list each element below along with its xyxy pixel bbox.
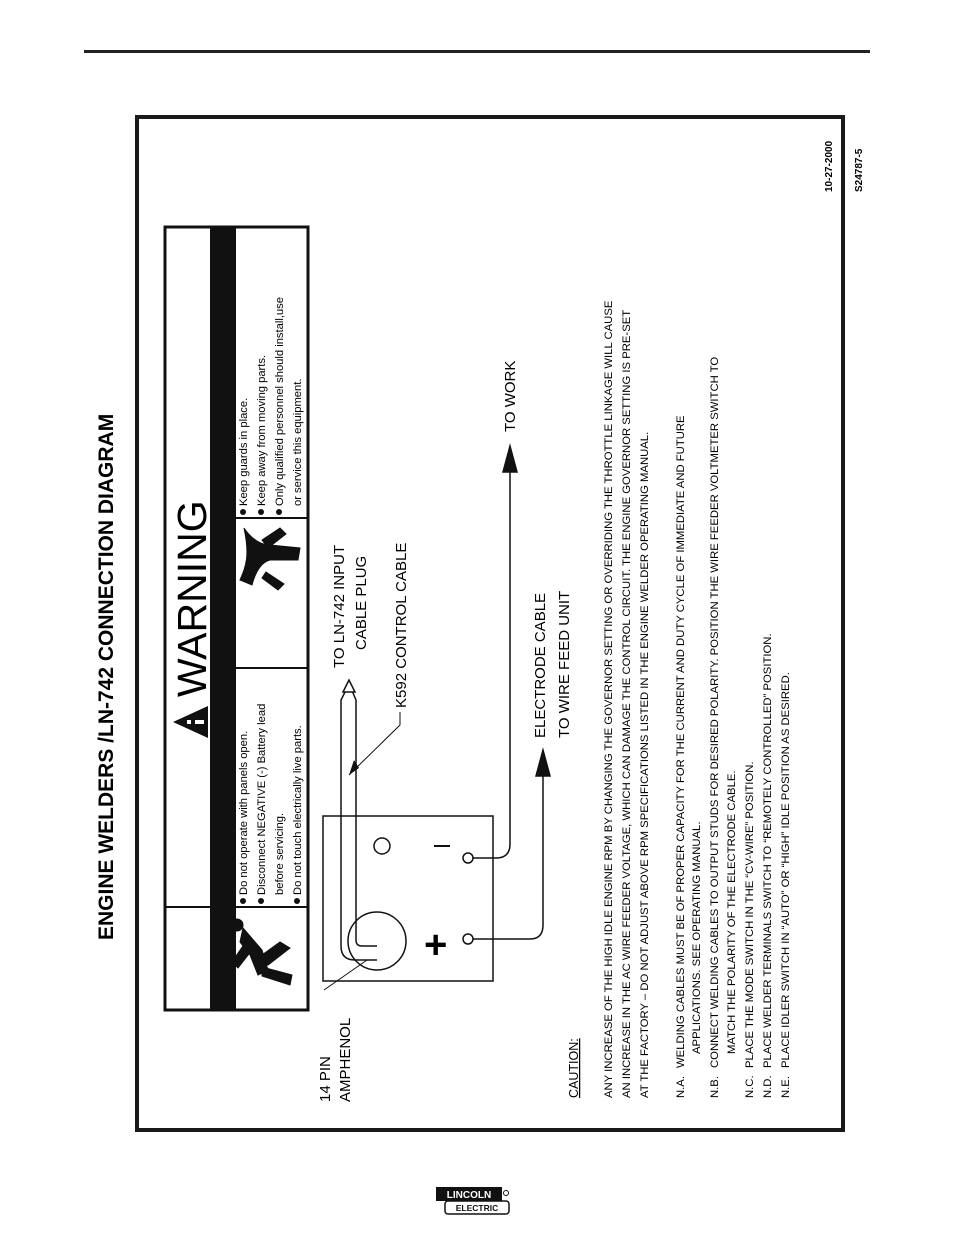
warning-left-item: Disconnect NEGATIVE (-) Battery lead: [256, 703, 268, 895]
note-line: CONNECT WELDING CABLES TO OUTPUT STUDS FOR DESIRED POLARITY. POSITION THE WIRE FEEDER VOLTMETER SWITCH TO: [709, 356, 721, 1068]
amphenol-label-line1: 14 PIN: [317, 1056, 334, 1102]
work-cable: [473, 446, 517, 858]
panel-knob: [374, 838, 390, 854]
note-tag: N.C.: [744, 1075, 756, 1098]
note-line: PLACE IDLER SWITCH IN “AUTO” OR “HIGH” IDLE POSITION AS DESIRED.: [780, 672, 792, 1068]
negative-stud: [463, 853, 473, 863]
amphenol-label-line2: AMPHENOL: [337, 1017, 354, 1102]
note-line: MATCH THE POLARITY OF THE ELECTRODE CABLE.: [726, 770, 738, 1054]
plug-label-line1: TO LN-742 INPUT: [331, 544, 348, 668]
lincoln-electric-logo: [435, 1186, 511, 1216]
plus-symbol: +: [424, 923, 448, 967]
warning-left-item: Do not touch electrically live parts.: [292, 725, 304, 895]
plug-label-line2: CABLE PLUG: [353, 555, 370, 650]
note-line: PLACE THE MODE SWITCH IN THE “CV-WIRE” POSITION.: [744, 761, 756, 1068]
note-tag: N.A.: [675, 1076, 687, 1098]
warning-right-item: Keep away from moving parts.: [256, 354, 268, 506]
note-tag: N.B.: [709, 1076, 721, 1098]
diagram-title: ENGINE WELDERS /LN-742 CONNECTION DIAGRAM: [95, 413, 118, 940]
note-tag: N.D.: [762, 1075, 774, 1098]
warning-right-item: Keep guards in place.: [238, 397, 250, 506]
note-line: APPLICATIONS. SEE OPERATING MANUAL.: [691, 821, 703, 1054]
positive-stud: [463, 934, 473, 944]
caution-line: ANY INCREASE OF THE HIGH IDLE ENGINE RPM BY CHANGING THE GOVERNOR SETTING OR OVERRIDING THE THROTTLE LINKAGE WILL CAUSE: [603, 300, 615, 1098]
doc-number: S24787-5: [854, 148, 865, 192]
logo-line1: LINCOLN: [446, 1190, 492, 1201]
amphenol-leader: [324, 960, 367, 990]
caution-line: AN INCREASE IN THE AC WIRE FEEDER VOLTAGE, WHICH CAN DAMAGE THE CONTROL CIRCUIT. THE ENGINE GOVERNOR SETTING IS PRE-SET: [621, 309, 633, 1098]
note-tag: N.E.: [780, 1076, 792, 1098]
warning-right-item: or service this equipment.: [292, 378, 304, 506]
electrode-cable: [473, 750, 550, 939]
note-line: WELDING CABLES MUST BE OF PROPER CAPACITY FOR THE CURRENT AND DUTY CYCLE OF IMMEDIATE AND FUTURE: [675, 415, 687, 1068]
note-line: PLACE WELDER TERMINALS SWITCH TO “REMOTELY CONTROLLED” POSITION.: [762, 633, 774, 1068]
to-work-label: TO WORK: [502, 360, 519, 432]
warning-left-item: before servicing.: [274, 812, 286, 895]
caution-block: [567, 300, 651, 1098]
electrode-label-line2: TO WIRE FEED UNIT: [556, 590, 573, 738]
warning-label: [165, 227, 308, 1010]
doc-date: 10-27-2000: [824, 140, 835, 192]
warning-left-item: Do not operate with panels open.: [238, 730, 250, 895]
warning-right-item: Only qualified personnel should install,use: [274, 297, 286, 506]
electrode-label-line1: ELECTRODE CABLE: [532, 592, 549, 738]
logo-line2: ELECTRIC: [455, 1203, 499, 1213]
welder-output-panel: [323, 816, 493, 981]
k592-label: K592 CONTROL CABLE: [393, 542, 410, 708]
warning-heading: WARNING: [169, 500, 215, 697]
notes-block: [675, 357, 792, 1098]
caution-heading: CAUTION:: [567, 1038, 581, 1098]
caution-line: AT THE FACTORY – DO NOT ADJUST ABOVE RPM SPECIFICATIONS LISTED IN THE ENGINE WELDER OPERATING MANUAL.: [639, 431, 651, 1098]
